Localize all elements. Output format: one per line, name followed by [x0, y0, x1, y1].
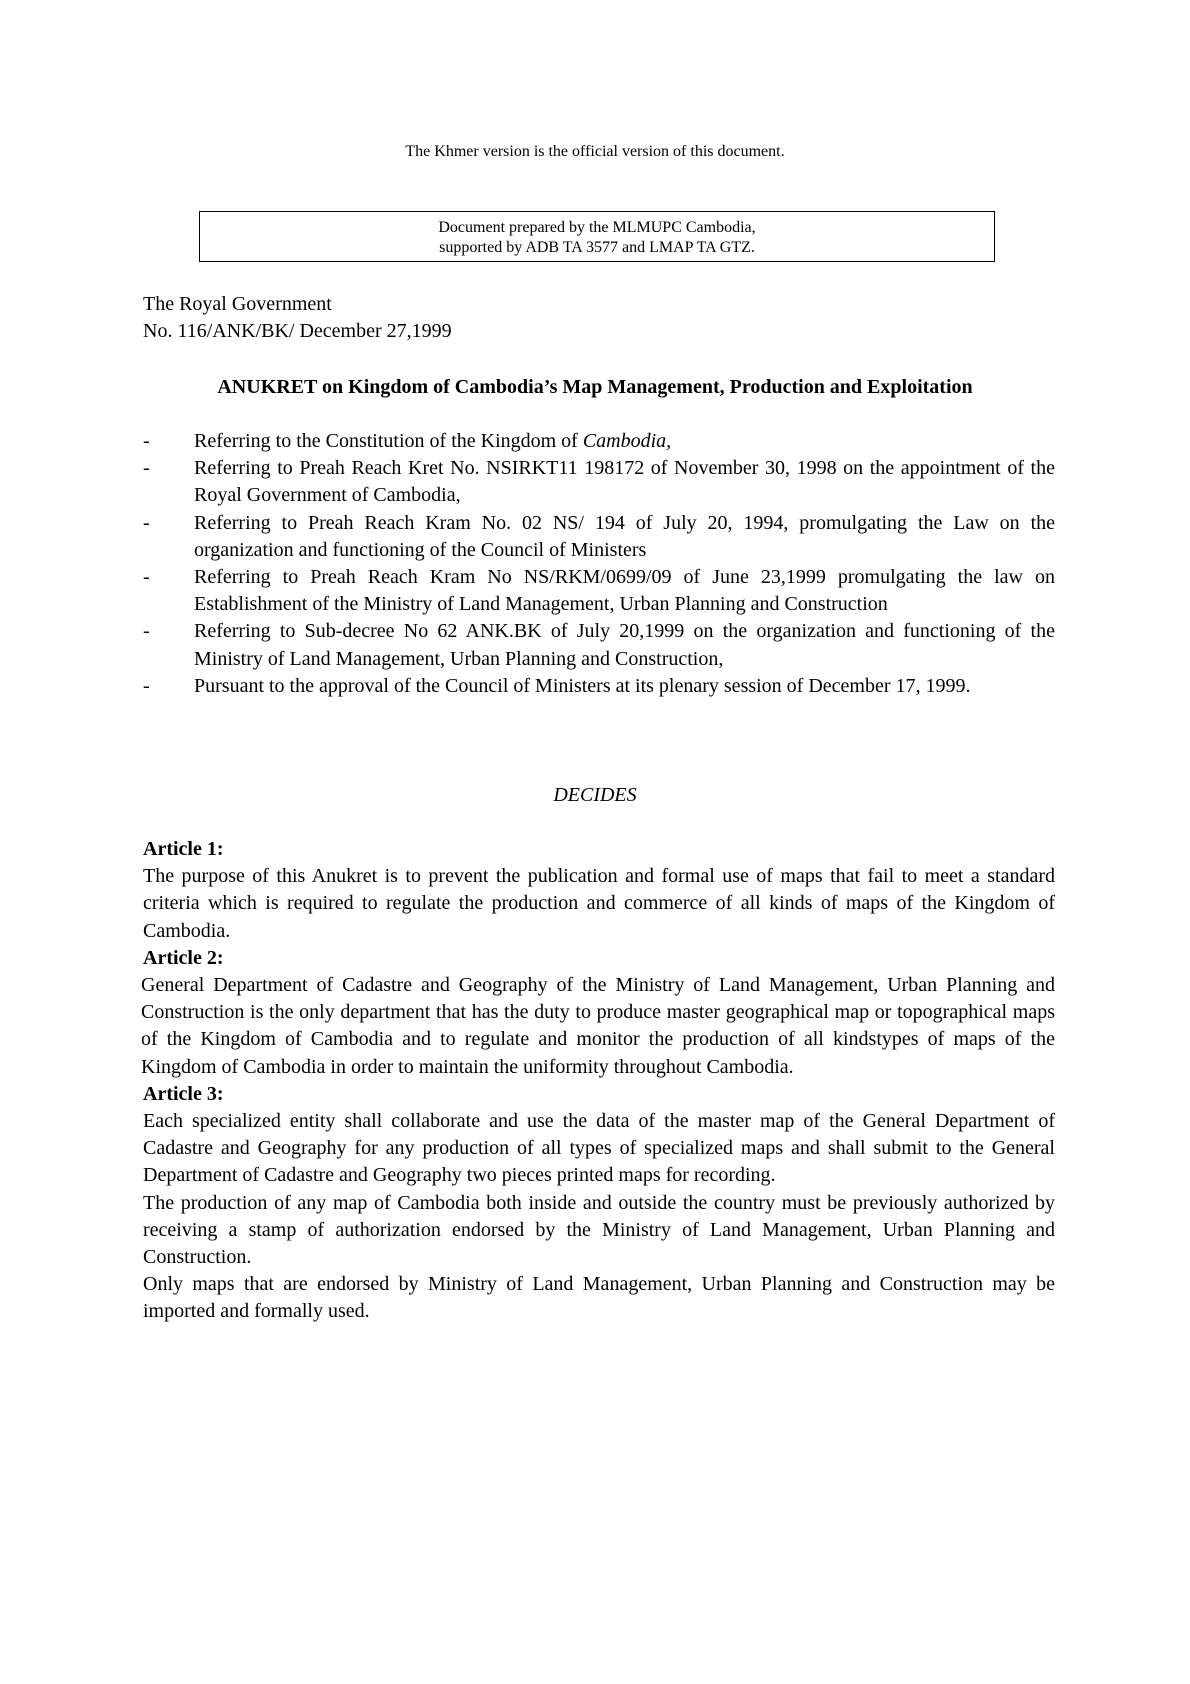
prepared-by-line-1: Document prepared by the MLMUPC Cambodia,: [438, 219, 756, 236]
decides-heading: DECIDES: [553, 784, 637, 806]
reference-item: [143, 455, 1055, 509]
document-header: [143, 291, 1055, 345]
article-3-heading: Article 3:: [143, 1082, 224, 1105]
reference-item: [143, 428, 1055, 455]
reference-text: Referring to Preah Reach Kret No. NSIRKT11 198172 of November 30, 1998 on the appointment of the Royal Government of Cambodia,: [194, 457, 1055, 507]
article-3-paragraph-3: Only maps that are endorsed by Ministry of Land Management, Urban Planning and Construction may be imported and formally used.: [143, 1273, 1055, 1323]
article-3-paragraph-1: Each specialized entity shall collaborate and use the data of the master map of the General Department of Cadastre and Geography for any production of all types of specialized maps and shall submit to the General Department of Cadastre and Geography two pieces printed maps for recording.: [143, 1110, 1055, 1187]
article-2-heading: Article 2:: [143, 946, 224, 969]
reference-item: [143, 618, 1055, 672]
reference-item: [143, 510, 1055, 564]
list-dash: -: [143, 620, 150, 643]
article-1-paragraph: The purpose of this Anukret is to prevent the publication and formal use of maps that fail to meet a standard criteria which is required to regulate the production and commerce of all kinds of maps of the Kingdom of Cambodia.: [143, 865, 1055, 942]
article-1-heading: Article 1:: [143, 838, 224, 860]
list-dash: -: [143, 674, 150, 697]
prepared-by-line-2: supported by ADB TA 3577 and LMAP TA GTZ.: [439, 239, 755, 256]
reference-item: [143, 564, 1055, 618]
list-dash: -: [143, 457, 150, 480]
official-version-note: The Khmer version is the official version of this document.: [405, 143, 785, 160]
reference-text: Pursuant to the approval of the Council of Ministers at its plenary session of December 17, 1999.: [194, 674, 971, 697]
reference-text-italic: Cambodia,: [582, 430, 672, 452]
prepared-by-box: [199, 211, 995, 262]
article-3-paragraph-2: The production of any map of Cambodia both inside and outside the country must be previously authorized by receiving a stamp of authorization endorsed by the Ministry of Land Management, Urban Planning and Construction.: [143, 1191, 1055, 1269]
list-dash: -: [143, 430, 150, 452]
reference-text: Referring to the Constitution of the Kingdom of: [194, 430, 583, 452]
document-title: ANUKRET on Kingdom of Cambodia’s Map Management, Production and Exploitation: [217, 376, 973, 398]
articles-section: [143, 836, 1055, 1326]
issuer: The Royal Government: [143, 293, 332, 315]
references-list: [143, 428, 1055, 700]
reference-item: [143, 673, 1055, 700]
list-dash: -: [143, 566, 150, 589]
list-dash: -: [143, 511, 150, 534]
document-number: No. 116/ANK/BK/ December 27,1999: [143, 320, 452, 343]
reference-text: Referring to Preah Reach Kram No NS/RKM/0699/09 of June 23,1999 promulgating the law on Establishment of the Ministry of Land Management, Urban Planning and Construction: [194, 566, 1055, 616]
article-2-paragraph: General Department of Cadastre and Geography of the Ministry of Land Management, Urban Planning and Construction is the only department that has the duty to produce master geographical map or topographical maps of the Kingdom of Cambodia and to regulate and monitor the production of all kindstypes of maps of the Kingdom of Cambodia in order to maintain the uniformity throughout Cambodia.: [141, 974, 1055, 1078]
reference-text: Referring to Preah Reach Kram No. 02 NS/ 194 of July 20, 1994, promulgating the Law on the organization and functioning of the Council of Ministers: [194, 511, 1055, 561]
reference-text: Referring to Sub-decree No 62 ANK.BK of July 20,1999 on the organization and functioning of the Ministry of Land Management, Urban Planning and Construction,: [194, 620, 1055, 670]
